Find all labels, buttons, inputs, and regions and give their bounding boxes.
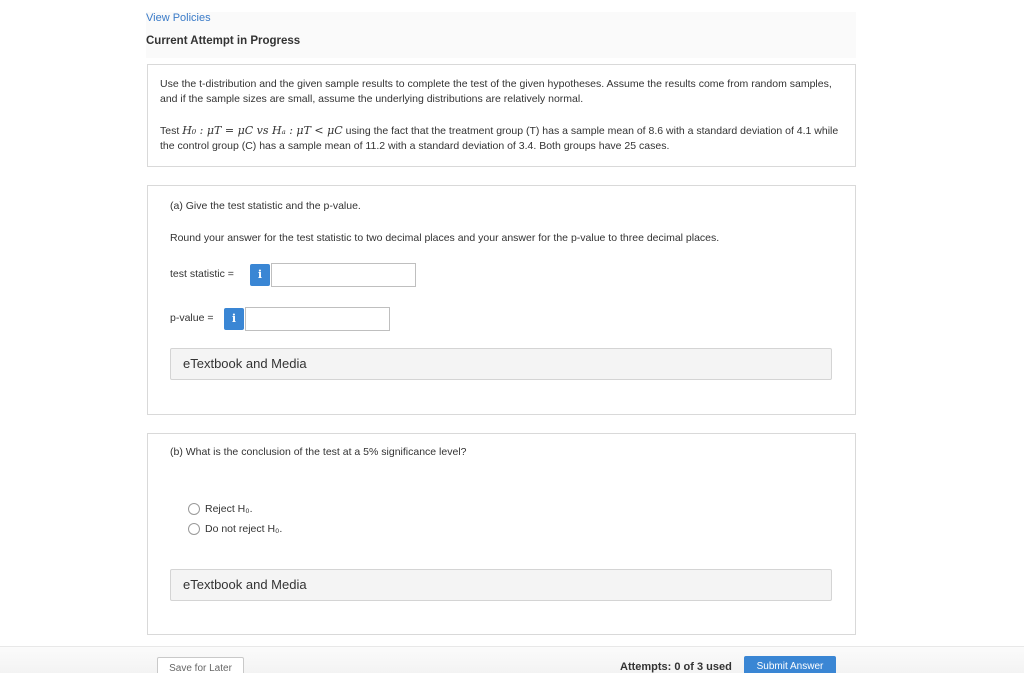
radio-option-label: Reject H₀. (205, 503, 253, 515)
test-statistic-label: test statistic = (170, 268, 234, 280)
part-a-prompt: (a) Give the test statistic and the p-value. (170, 200, 361, 212)
radio-circle-icon[interactable] (188, 503, 200, 515)
radio-option-reject[interactable] (188, 501, 253, 517)
test-statistic-input[interactable] (271, 263, 416, 287)
etextbook-media-button-b[interactable]: eTextbook and Media (170, 569, 832, 601)
part-a (147, 185, 856, 415)
attempt-status-title: Current Attempt in Progress (146, 35, 301, 47)
question-box (147, 64, 856, 167)
question-intro: Use the t-distribution and the given sample results to complete the test of the given hypotheses. Assume the results come from random samples, and if the sample sizes are small, assume the underlying distributions are relatively normal. (160, 78, 832, 105)
footer-bar (0, 646, 1024, 673)
rounding-note: Round your answer for the test statistic to two decimal places and your answer for the p-value to three decimal places. (170, 232, 720, 244)
test-statistic-info-icon[interactable]: i (250, 264, 270, 286)
attempts-counter: Attempts: 0 of 3 used (620, 661, 732, 673)
view-policies-link[interactable]: View Policies (146, 12, 211, 24)
radio-circle-icon[interactable] (188, 523, 200, 535)
etextbook-media-button-a[interactable]: eTextbook and Media (170, 348, 832, 380)
test-prefix: Test (160, 125, 180, 137)
p-value-input[interactable] (245, 307, 390, 331)
header (146, 12, 856, 58)
question-test (160, 123, 843, 154)
radio-option-label: Do not reject H₀. (205, 523, 283, 535)
p-value-label: p-value = (170, 312, 214, 324)
p-value-info-icon[interactable]: i (224, 308, 244, 330)
radio-option-do-not-reject[interactable] (188, 521, 282, 537)
save-for-later-button[interactable]: Save for Later (157, 657, 244, 673)
part-b (147, 433, 856, 635)
hypotheses: H₀ : μT = μC vs Hₐ : μT < μC (182, 124, 343, 137)
test-body: using the fact that the treatment group (T) has a sample mean of 8.6 with a standard deviation of 4.1 while the control group (C) has a sample mean of 11.2 with a standard deviation of 3.4. Both groups have 25 cases. (160, 125, 839, 152)
part-b-prompt: (b) What is the conclusion of the test at a 5% significance level? (170, 446, 467, 458)
submit-answer-button[interactable]: Submit Answer (744, 656, 836, 673)
